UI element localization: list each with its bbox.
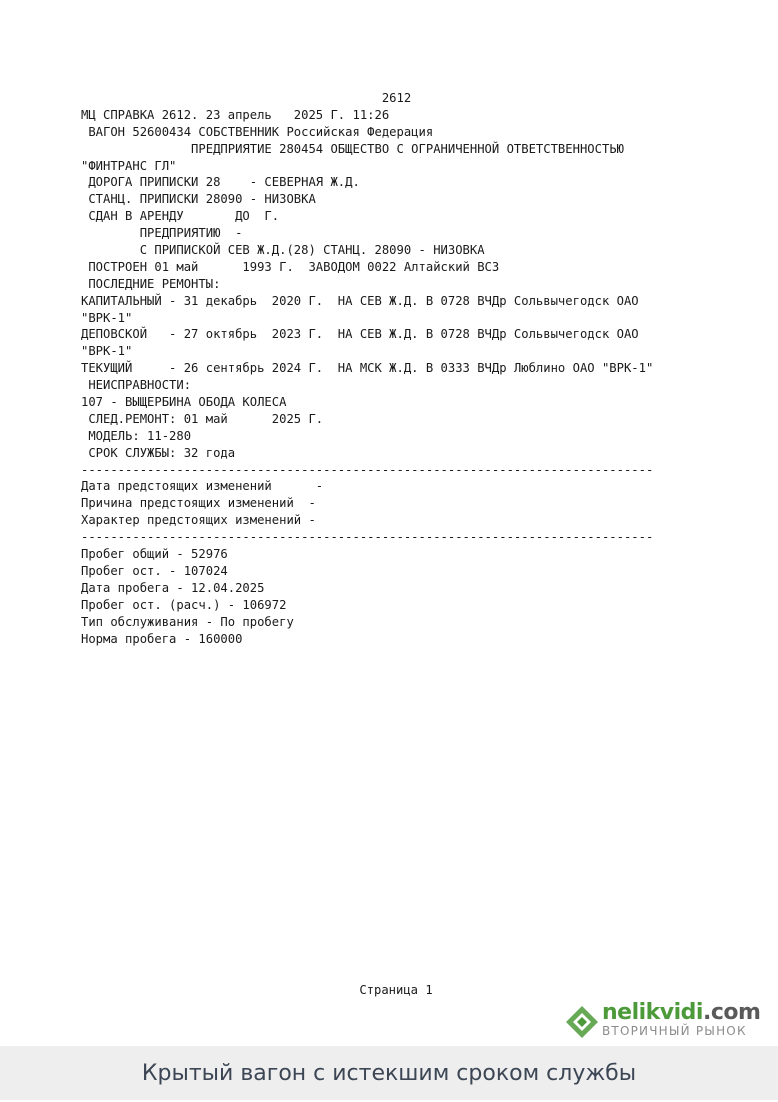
document-line: СДАН В АРЕНДУ ДО Г. [81, 209, 280, 224]
document-line: "ВРК-1" [81, 310, 133, 325]
brand-name [602, 1000, 760, 1025]
image-caption: Крытый вагон с истекшим сроком службы [141, 1061, 637, 1086]
document-line: СРОК СЛУЖБЫ: 32 года [81, 445, 236, 460]
caption-bar [0, 1046, 778, 1100]
watermark-logo [564, 1002, 764, 1044]
document-line: ------------------------------------------------------------------------------ [81, 462, 654, 477]
brand-name-green: nelikvidi [602, 1000, 703, 1025]
document-line: Пробег ост. (расч.) - 106972 [81, 597, 287, 612]
document-line: НЕИСПРАВНОСТИ: [81, 378, 192, 393]
document-line: "ФИНТРАНС ГЛ" [81, 158, 177, 173]
document-line: 107 - ВЫЩЕРБИНА ОБОДА КОЛЕСА [81, 395, 287, 410]
document-line: ПРЕДПРИЯТИЮ - [81, 226, 243, 241]
document-line: Дата предстоящих изменений - [81, 479, 324, 494]
document-line: ВАГОН 52600434 СОБСТВЕННИК Российская Федерация [81, 124, 434, 139]
document-line: С ПРИПИСКОЙ СЕВ Ж.Д.(28) СТАНЦ. 28090 - НИЗОВКА [81, 243, 485, 258]
document-line: Пробег общий - 52976 [81, 547, 228, 562]
document-line: Тип обслуживания - По пробегу [81, 614, 294, 629]
document-line: ПОСТРОЕН 01 май 1993 Г. ЗАВОДОМ 0022 Алтайский ВСЗ [81, 259, 500, 274]
brand-subtitle: ВТОРИЧНЫЙ РЫНОК [602, 1024, 747, 1038]
document-line: СЛЕД.РЕМОНТ: 01 май 2025 Г. [81, 411, 324, 426]
document-line: СТАНЦ. ПРИПИСКИ 28090 - НИЗОВКА [81, 192, 316, 207]
document-line: ДОРОГА ПРИПИСКИ 28 - СЕВЕРНАЯ Ж.Д. [81, 175, 360, 190]
brand-logo-icon [564, 1004, 600, 1040]
document-line: КАПИТАЛЬНЫЙ - 31 декабрь 2020 Г. НА СЕВ Ж.Д. В 0728 ВЧДр Сольвычегодск ОАО [81, 293, 639, 308]
document-line: МЦ СПРАВКА 2612. 23 апрель 2025 Г. 11:26 [81, 107, 390, 122]
document-line: Пробег ост. - 107024 [81, 563, 228, 578]
certificate-text [81, 90, 741, 647]
document-line: Характер предстоящих изменений - [81, 513, 316, 528]
brand-name-domain: .com [702, 1000, 761, 1025]
document-line: ТЕКУЩИЙ - 26 сентябрь 2024 Г. НА МСК Ж.Д. В 0333 ВЧДр Люблино ОАО "ВРК-1" [81, 361, 654, 376]
document-line: ДЕПОВСКОЙ - 27 октябрь 2023 Г. НА СЕВ Ж.Д. В 0728 ВЧДр Сольвычегодск ОАО [81, 327, 639, 342]
document-line: ------------------------------------------------------------------------------ [81, 530, 654, 545]
document-line: Дата пробега - 12.04.2025 [81, 580, 265, 595]
document-line: ПРЕДПРИЯТИЕ 280454 ОБЩЕСТВО С ОГРАНИЧЕННОЙ ОТВЕТСТВЕННОСТЬЮ [81, 141, 624, 156]
document-line: Норма пробега - 160000 [81, 631, 243, 646]
page-number: Страница 1 [359, 983, 433, 997]
document-line: ПОСЛЕДНИЕ РЕМОНТЫ: [81, 276, 221, 291]
document-line: "ВРК-1" [81, 344, 133, 359]
document-line: МОДЕЛЬ: 11-280 [81, 428, 192, 443]
document-line: 2612 [81, 91, 412, 105]
document-line: Причина предстоящих изменений - [81, 496, 316, 511]
